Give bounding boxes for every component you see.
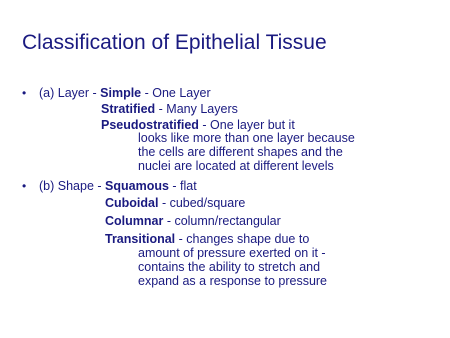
shape-prefix: (b) Shape -: [39, 179, 106, 193]
columnar-term: Columnar: [105, 214, 164, 228]
layer-stratified-line: [101, 102, 238, 116]
layer-simple-line: [39, 86, 211, 100]
pseudo-term: Pseudostratified: [101, 118, 199, 132]
transitional-term: Transitional: [105, 232, 176, 246]
layer-prefix: (a) Layer -: [39, 86, 101, 100]
squamous-term: Squamous: [105, 179, 169, 193]
simple-term: Simple: [100, 86, 142, 100]
stratified-term: Stratified: [101, 102, 156, 116]
transitional-desc: - changes shape due to: [175, 232, 310, 246]
transitional-cont-3: expand as a response to pressure: [138, 274, 328, 288]
pseudo-cont-3: nuclei are located at different levels: [138, 159, 334, 173]
columnar-desc: - column/rectangular: [163, 214, 281, 228]
shape-columnar-line: [105, 214, 281, 228]
transitional-cont-2: contains the ability to stretch and: [138, 260, 321, 274]
pseudo-cont-2: the cells are different shapes and the: [138, 145, 343, 159]
simple-desc: - One Layer: [141, 86, 211, 100]
cuboidal-term: Cuboidal: [105, 196, 159, 210]
pseudo-cont-1: looks like more than one layer because: [138, 131, 355, 145]
shape-cuboidal-line: [105, 196, 245, 210]
transitional-cont-1: amount of pressure exerted on it -: [138, 246, 326, 260]
slide-title: Classification of Epithelial Tissue: [22, 31, 327, 54]
cuboidal-desc: - cubed/square: [158, 196, 246, 210]
layer-pseudo-line: [101, 118, 295, 132]
shape-squamous-line: [39, 179, 197, 193]
squamous-desc: - flat: [168, 179, 197, 193]
bullet-shape: •: [22, 179, 27, 193]
bullet-layer: •: [22, 86, 27, 100]
stratified-desc: - Many Layers: [155, 102, 238, 116]
shape-transitional-line: [105, 232, 309, 246]
pseudo-desc: - One layer but it: [198, 118, 295, 132]
